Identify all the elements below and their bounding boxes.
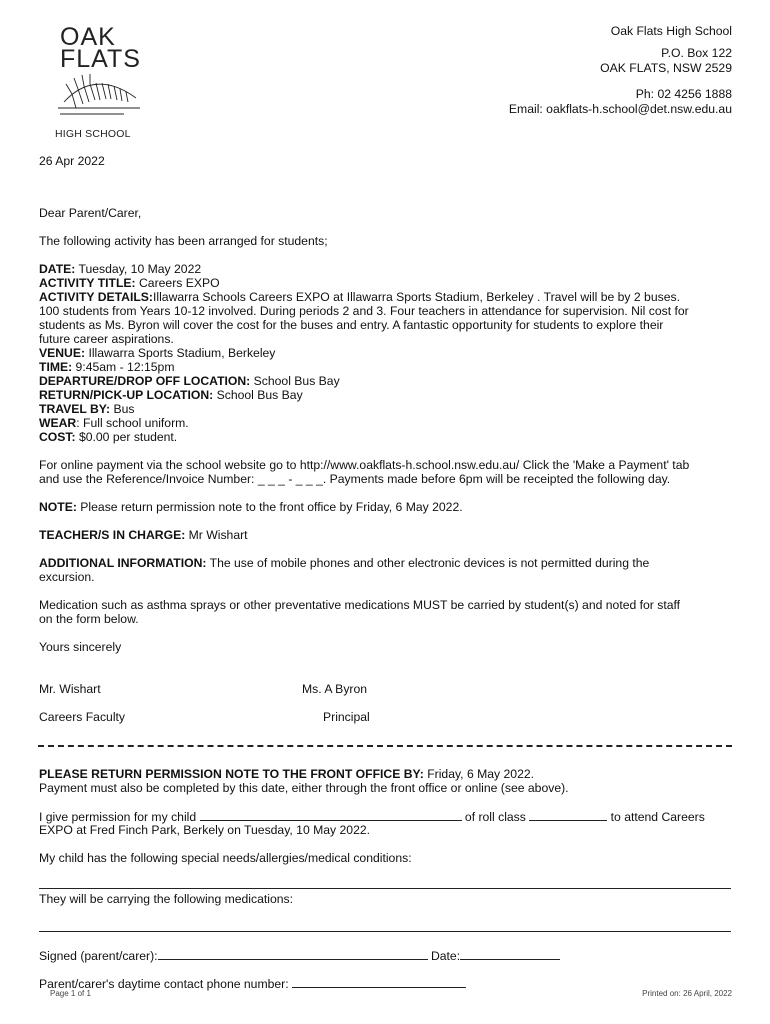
detail-activity-line4: future career aspirations. bbox=[39, 332, 174, 346]
medication-line2: on the form below. bbox=[39, 612, 139, 626]
additional-info: ADDITIONAL INFORMATION: The use of mobile phones and other electronic devices is not permitted during the bbox=[39, 556, 650, 570]
payment-line2: and use the Reference/Invoice Number: _ _ _ - _ _ _. Payments made before 6pm will be receipted the following day. bbox=[39, 472, 671, 486]
detail-date: DATE: Tuesday, 10 May 2022 bbox=[39, 262, 202, 276]
slip-medications: They will be carrying the following medications: bbox=[39, 892, 294, 906]
logo-text-high-school: HIGH SCHOOL bbox=[55, 128, 131, 140]
signatory-right-name: Ms. A Byron bbox=[302, 682, 368, 696]
email: Email: oakflats-h.school@det.nsw.edu.au bbox=[508, 102, 732, 116]
detail-activity: ACTIVITY DETAILS:Illawarra Schools Careers EXPO at Illawarra Sports Stadium, Berkeley . Travel will be by 2 buses. bbox=[39, 290, 680, 304]
phone-field[interactable] bbox=[292, 976, 466, 988]
oak-leaf-icon bbox=[54, 72, 144, 122]
greeting: Dear Parent/Carer, bbox=[39, 206, 142, 220]
medications-field[interactable] bbox=[39, 931, 731, 932]
closing: Yours sincerely bbox=[39, 640, 122, 654]
letter-date: 26 Apr 2022 bbox=[39, 154, 105, 168]
detail-activity-line2: 100 students from Years 10-12 involved. During periods 2 and 3. Four teachers in attendance for supervision. Nil cost for bbox=[39, 304, 689, 318]
city: OAK FLATS, NSW 2529 bbox=[600, 61, 732, 75]
payment-line1: For online payment via the school website go to http://www.oakflats-h.school.nsw.edu.au/ Click the 'Make a Payment' tab bbox=[39, 458, 690, 472]
school-address bbox=[509, 24, 732, 117]
detail-venue: VENUE: Illawarra Sports Stadium, Berkeley bbox=[39, 346, 276, 360]
roll-class-field[interactable] bbox=[529, 809, 607, 821]
slip-return: PLEASE RETURN PERMISSION NOTE TO THE FRONT OFFICE BY: Friday, 6 May 2022. bbox=[39, 767, 535, 781]
logo-text-flats: FLATS bbox=[60, 45, 141, 73]
detail-departure: DEPARTURE/DROP OFF LOCATION: School Bus Bay bbox=[39, 374, 340, 388]
slip-phone: Parent/carer's daytime contact phone number: bbox=[39, 976, 732, 991]
special-needs-field[interactable] bbox=[39, 888, 731, 889]
note: NOTE: Please return permission note to the front office by Friday, 6 May 2022. bbox=[39, 500, 463, 514]
detail-return: RETURN/PICK-UP LOCATION: School Bus Bay bbox=[39, 388, 303, 402]
teacher-in-charge: TEACHER/S IN CHARGE: Mr Wishart bbox=[39, 528, 248, 542]
child-name-field[interactable] bbox=[200, 809, 462, 821]
signatory-left-role: Careers Faculty bbox=[39, 710, 126, 724]
slip-permission: I give permission for my child of roll class to attend Careers bbox=[39, 810, 705, 824]
logo-text-oak: OAK bbox=[60, 23, 116, 51]
slip-permission-line2: EXPO at Fred Finch Park, Berkely on Tuesday, 10 May 2022. bbox=[39, 823, 371, 837]
slip-payment-note: Payment must also be completed by this date, either through the front office or online (see above). bbox=[39, 781, 569, 795]
cut-line bbox=[38, 745, 732, 747]
detail-activity-line3: students as Ms. Byron will cover the cost for the buses and entry. A fantastic opportunity for students to explore their bbox=[39, 318, 664, 332]
detail-time: TIME: 9:45am - 12:15pm bbox=[39, 360, 175, 374]
printed-on: Printed on: 26 April, 2022 bbox=[642, 989, 732, 998]
detail-travel: TRAVEL BY: Bus bbox=[39, 402, 135, 416]
school-logo bbox=[38, 24, 168, 144]
intro: The following activity has been arranged for students; bbox=[39, 234, 328, 248]
signatory-left-name: Mr. Wishart bbox=[39, 682, 101, 696]
detail-title: ACTIVITY TITLE: Careers EXPO bbox=[39, 276, 220, 290]
phone: Ph: 02 4256 1888 bbox=[635, 87, 732, 101]
signature-field[interactable] bbox=[158, 948, 428, 960]
signatory-right-role: Principal bbox=[323, 710, 370, 724]
detail-wear: WEAR: Full school uniform. bbox=[39, 416, 189, 430]
po-box: P.O. Box 122 bbox=[661, 46, 732, 60]
detail-cost: COST: $0.00 per student. bbox=[39, 430, 178, 444]
page-number: Page 1 of 1 bbox=[50, 989, 91, 998]
additional-info-line2: excursion. bbox=[39, 570, 95, 584]
slip-signed: Signed (parent/carer): Date: bbox=[39, 948, 732, 963]
medication-line1: Medication such as asthma sprays or other preventative medications MUST be carried by student(s) and noted for staff bbox=[39, 598, 681, 612]
date-field[interactable] bbox=[460, 948, 560, 960]
school-name: Oak Flats High School bbox=[610, 24, 732, 38]
slip-special-needs: My child has the following special needs/allergies/medical conditions: bbox=[39, 851, 412, 865]
